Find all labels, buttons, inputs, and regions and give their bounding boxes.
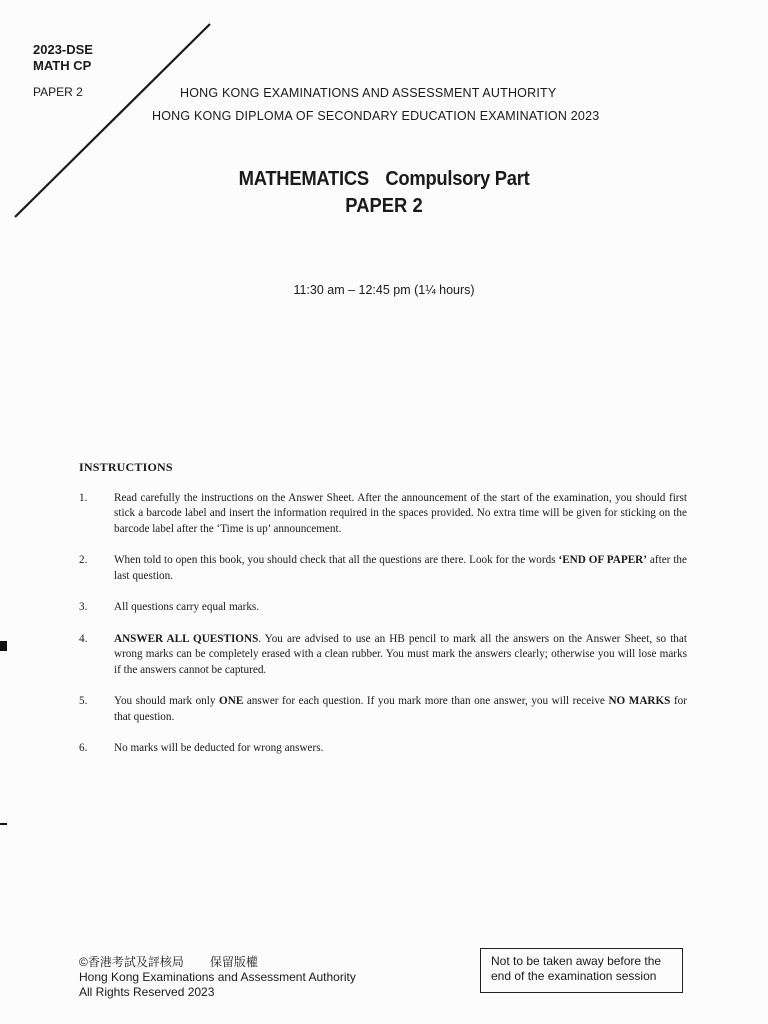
paper-label: PAPER 2 — [33, 85, 83, 99]
authority-name: HONG KONG EXAMINATIONS AND ASSESSMENT AUTHORITY — [180, 86, 557, 100]
instruction-number: 5. — [79, 695, 88, 707]
instruction-text: All questions carry equal marks. — [114, 601, 260, 613]
copyright-chinese-org: ©香港考試及評核局 — [79, 955, 184, 969]
instruction-number: 6. — [79, 742, 88, 754]
copyright-org: Hong Kong Examinations and Assessment Authority — [79, 970, 356, 984]
instruction-bold-text: ‘END OF PAPER’ — [558, 554, 647, 566]
title-part: Compulsory Part — [385, 168, 530, 190]
scan-mark — [0, 641, 7, 651]
copyright-chinese-rights: 保留版權 — [209, 955, 258, 969]
instructions-section — [79, 460, 687, 773]
instruction-item — [79, 694, 687, 725]
copyright-block — [79, 955, 356, 1000]
instruction-text-part: You should mark only — [114, 695, 220, 707]
exam-code-block — [33, 42, 93, 100]
instruction-text-part: answer for each question. If you mark more than one answer, you will receive — [243, 695, 609, 707]
instruction-number: 3. — [79, 601, 88, 613]
instruction-item — [79, 600, 687, 616]
copyright-rights: All Rights Reserved 2023 — [79, 985, 215, 999]
instruction-text-part: . You are advised to use an HB pencil to mark all the answers on the Answer Sheet, so that wrong marks can be completely erased with a clean rubber. You must mark the answers clearly; otherwise you will lose marks if the answers cannot be captured. — [114, 632, 687, 676]
copyright-chinese — [79, 955, 356, 970]
instruction-bold-text: ONE — [219, 695, 244, 707]
exam-time: 11:30 am – 12:45 pm (1¼ hours) — [293, 283, 475, 297]
subject-code: MATH CP — [33, 58, 92, 73]
instruction-item — [79, 491, 687, 538]
instruction-item — [79, 632, 687, 679]
title-line — [239, 168, 530, 191]
instruction-number: 1. — [79, 491, 88, 504]
instruction-number: 2. — [79, 554, 88, 566]
instruction-bold-text: NO MARKS — [608, 695, 671, 707]
exam-code: 2023-DSE — [33, 42, 93, 57]
instruction-text — [114, 694, 687, 725]
notice-box: Not to be taken away before the end of the examination session — [480, 948, 683, 993]
instruction-text-part: for that question. — [114, 695, 687, 723]
title-subject: MATHEMATICS — [238, 168, 369, 190]
instruction-text — [114, 553, 687, 584]
instruction-text: No marks will be deducted for wrong answers. — [114, 742, 324, 754]
instruction-bold-text: ANSWER ALL QUESTIONS — [114, 632, 259, 645]
instruction-text — [114, 632, 687, 679]
instruction-item — [79, 741, 687, 757]
title-paper: PAPER 2 — [345, 195, 423, 217]
scan-mark — [0, 823, 7, 825]
instruction-text: Read carefully the instructions on the Answer Sheet. After the announcement of the start of the examination, you should first stick a barcode label and insert the information required in the spaces provided. No extra time will be given for sticking on the barcode label after the ‘Time is up’ announcement. — [114, 491, 687, 535]
instruction-text-part: When told to open this book, you should check that all the questions are there. Look for the words — [114, 554, 559, 566]
exam-name: HONG KONG DIPLOMA OF SECONDARY EDUCATION EXAMINATION 2023 — [152, 109, 600, 123]
instruction-text-part: after the last question. — [114, 554, 687, 582]
instruction-number: 4. — [79, 632, 88, 645]
paper-title — [0, 168, 768, 218]
instruction-item — [79, 553, 687, 584]
instructions-heading: INSTRUCTIONS — [79, 460, 173, 474]
